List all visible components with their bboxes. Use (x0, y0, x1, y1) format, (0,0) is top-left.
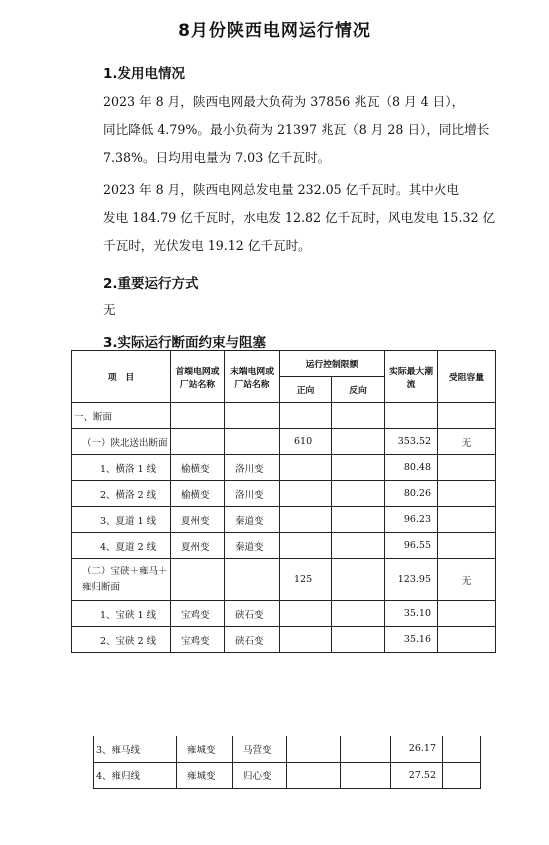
cell-flow: 27.52 (391, 762, 443, 788)
cell-reverse (332, 627, 385, 653)
table-row (94, 736, 481, 762)
table-row (72, 507, 496, 533)
cell-reverse (341, 736, 391, 762)
cell-flow: 96.23 (385, 507, 438, 533)
cell-flow: 80.48 (385, 455, 438, 481)
section-heading-2: 2.重要运行方式 (103, 276, 199, 292)
paragraph-line: 千瓦时，光伏发电 19.12 亿千瓦时。 (103, 238, 311, 253)
cell-forward (280, 481, 332, 507)
cell-congestion (438, 455, 496, 481)
cell-congestion (438, 533, 496, 559)
cell-forward (280, 601, 332, 627)
cell-flow: 123.95 (385, 559, 438, 601)
cell-forward (280, 507, 332, 533)
cell-start: 宝鸡变 (171, 601, 225, 627)
cell-forward (287, 736, 341, 762)
cell-forward (280, 455, 332, 481)
section-constraint-table (71, 350, 496, 653)
paragraph-load (103, 88, 513, 172)
cell-congestion (438, 627, 496, 653)
cell-reverse (332, 533, 385, 559)
cell-reverse (332, 455, 385, 481)
header-limit: 运行控制限额 (280, 351, 385, 377)
cell-start: 夏州变 (171, 533, 225, 559)
cell-congestion (438, 507, 496, 533)
header-end-station: 末端电网或 厂站名称 (225, 351, 280, 403)
cell-reverse (332, 559, 385, 601)
cell-start: 宝鸡变 (171, 627, 225, 653)
paragraph-line: 同比降低 4.79%。最小负荷为 21397 兆瓦（8 月 28 日），同比增长 (103, 122, 490, 137)
cell-congestion (443, 762, 481, 788)
cell-item: （二）宝硖＋雍马＋ 雍归断面 (72, 559, 171, 601)
paragraph-generation (103, 176, 513, 260)
cell-end: 秦道变 (225, 507, 280, 533)
cell-reverse (341, 762, 391, 788)
cell-congestion (438, 601, 496, 627)
header-forward: 正向 (280, 377, 332, 403)
cell-start: 榆横变 (171, 481, 225, 507)
cell-end: 洛川变 (225, 481, 280, 507)
cell-congestion: 无 (438, 429, 496, 455)
cell-reverse (332, 507, 385, 533)
cell-flow: 35.10 (385, 601, 438, 627)
table-row (72, 481, 496, 507)
table-row (72, 533, 496, 559)
cell-end: 归心变 (233, 762, 287, 788)
cell-end: 硖石变 (225, 601, 280, 627)
paragraph-line: 7.38%。日均用电量为 7.03 亿千瓦时。 (103, 150, 331, 165)
cell-start (171, 559, 225, 601)
cell-start: 雍城变 (177, 762, 233, 788)
table-row (72, 627, 496, 653)
cell-congestion (438, 481, 496, 507)
cell-item: 3、夏道 1 线 (72, 507, 171, 533)
cell-end (225, 559, 280, 601)
cell-forward: 610 (280, 429, 332, 455)
header-max-flow: 实际最大潮 流 (385, 351, 438, 403)
cell-item: 4、雍归线 (94, 762, 177, 788)
cell-item: 2、横洛 2 线 (72, 481, 171, 507)
cell-reverse (332, 481, 385, 507)
cell-flow: 35.16 (385, 627, 438, 653)
cell-flow: 96.55 (385, 533, 438, 559)
cell-end (225, 429, 280, 455)
cell-item: 4、夏道 2 线 (72, 533, 171, 559)
cell-item: 1、横洛 1 线 (72, 455, 171, 481)
cell-item: 1、宝硖 1 线 (72, 601, 171, 627)
cell-item: 3、雍马线 (94, 736, 177, 762)
table-row (72, 601, 496, 627)
cell-start: 榆横变 (171, 455, 225, 481)
cell-forward: 125 (280, 559, 332, 601)
cell-flow: 80.26 (385, 481, 438, 507)
cell-flow: 26.17 (391, 736, 443, 762)
cell-forward (280, 533, 332, 559)
cell-forward (287, 762, 341, 788)
section-constraint-table-continued (93, 736, 481, 789)
page-title: 8月份陕西电网运行情况 (178, 21, 371, 41)
cell-forward (280, 627, 332, 653)
header-congestion: 受阻容量 (438, 351, 496, 403)
section-2-body: 无 (103, 302, 116, 317)
cell-start (171, 429, 225, 455)
header-reverse: 反向 (332, 377, 385, 403)
cell-flow: 353.52 (385, 429, 438, 455)
cell-start: 雍城变 (177, 736, 233, 762)
table-row (72, 403, 496, 429)
table-row (72, 455, 496, 481)
paragraph-line: 2023 年 8 月，陕西电网总发电量 232.05 亿千瓦时。其中火电 (103, 182, 460, 197)
cell-end: 硖石变 (225, 627, 280, 653)
paragraph-line: 2023 年 8 月，陕西电网最大负荷为 37856 兆瓦（8 月 4 日）， (103, 94, 465, 109)
cell-item: 2、宝硖 2 线 (72, 627, 171, 653)
cell-end: 马营变 (233, 736, 287, 762)
table-row (94, 762, 481, 788)
cell-congestion (443, 736, 481, 762)
table-row (72, 429, 496, 455)
header-item: 项 目 (72, 351, 171, 403)
cell-end: 秦道变 (225, 533, 280, 559)
table-row (72, 559, 496, 601)
section-heading-1: 1.发用电情况 (103, 66, 186, 82)
cell-item: 一、断面 (72, 403, 171, 429)
cell-congestion: 无 (438, 559, 496, 601)
cell-end: 洛川变 (225, 455, 280, 481)
cell-item: （一）陕北送出断面 (72, 429, 171, 455)
cell-start: 夏州变 (171, 507, 225, 533)
cell-reverse (332, 601, 385, 627)
header-start-station: 首端电网或 厂站名称 (171, 351, 225, 403)
cell-reverse (332, 429, 385, 455)
section-heading-3: 3.实际运行断面约束与阻塞 (103, 335, 267, 351)
paragraph-line: 发电 184.79 亿千瓦时，水电发 12.82 亿千瓦时，风电发电 15.32 亿 (103, 210, 496, 225)
